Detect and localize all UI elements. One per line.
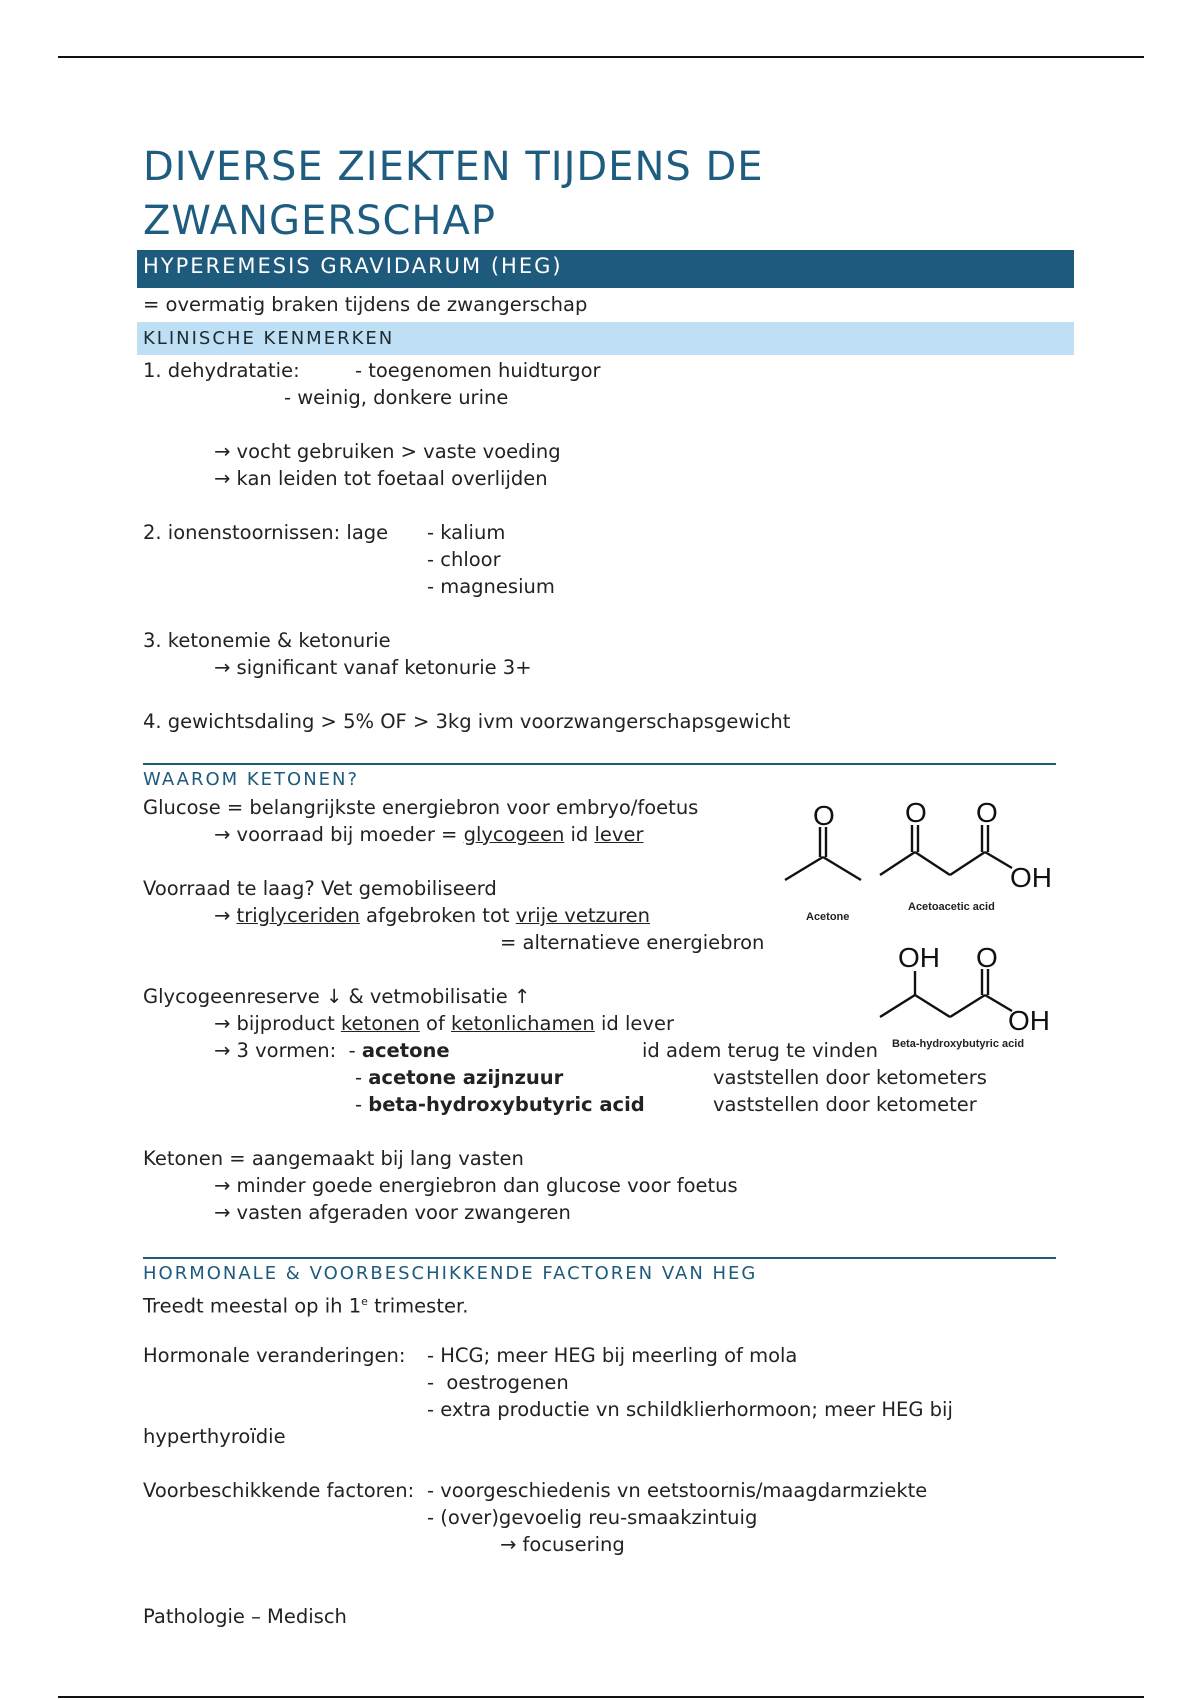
acetoacetic-label: Acetoacetic acid (908, 901, 995, 913)
klinisch-heading: KLINISCHE KENMERKEN (137, 322, 1074, 355)
ketonen-l2-pre: → voorraad bij moeder = (214, 823, 464, 846)
klinisch-item1-a: - toegenomen huidturgor (355, 359, 601, 382)
page-title (143, 140, 1063, 248)
ketonen-l2-lever: lever (594, 823, 644, 846)
hormonaal-l1 (143, 1288, 468, 1320)
ketonen-f2-pre: - (355, 1066, 369, 1089)
klinisch-item2: 2. ionenstoornissen: lage (143, 521, 389, 544)
ketonen-f3-pre: - (355, 1093, 369, 1116)
heg-definition: = overmatig braken tijdens de zwangerschap (143, 293, 588, 316)
klinisch-item1: 1. dehydratatie: (143, 359, 300, 382)
ketonen-form3-note: vaststellen door ketometer (713, 1093, 977, 1116)
acetoacetic-o2: O (976, 797, 998, 828)
bhb-structure (880, 969, 1012, 1017)
klinisch-item2-a: - kalium (427, 521, 506, 544)
ketonen-l8-pre: → 3 vormen: - (214, 1039, 362, 1062)
klinisch-item1-c: → vocht gebruiken > vaste voeding (214, 440, 561, 463)
ketonen-heading: WAAROM KETONEN? (143, 763, 1056, 790)
page-title-line-2: ZWANGERSCHAP (143, 198, 496, 244)
ketonen-form-acetone: acetone (361, 1039, 450, 1062)
bhb-oh2: OH (1008, 1005, 1050, 1036)
acetoacetic-oh: OH (1010, 862, 1052, 893)
ketonen-l7-mid: of (419, 1012, 452, 1035)
klinisch-item3-a: → significant vanaf ketonurie 3+ (214, 656, 532, 679)
hormonaal-h2: - oestrogenen (427, 1371, 569, 1394)
bhb-oh1: OH (898, 942, 940, 973)
ketonen-l2-glycogeen: glycogeen (463, 823, 565, 846)
page-footer: Pathologie – Medisch (143, 1605, 347, 1628)
ketonen-form1 (214, 1037, 450, 1064)
hormonaal-h3: - extra productie vn schildklierhormoon; meer HEG bij (427, 1398, 953, 1421)
top-rule (58, 56, 1144, 58)
voorbeschikkend-v2: - (over)gevoelig reu-smaakzintuig (427, 1506, 758, 1529)
ketonen-l4-mid: afgebroken tot (359, 904, 516, 927)
ketonen-l4-vetzuren: vrije vetzuren (515, 904, 651, 927)
hormonaal-l1-sup: e (361, 1295, 368, 1308)
heg-heading: HYPEREMESIS GRAVIDARUM (HEG) (137, 250, 1074, 288)
voorbeschikkend-v3: → focusering (500, 1533, 625, 1556)
voorbeschikkend-label: Voorbeschikkende factoren: (143, 1479, 415, 1502)
hormonaal-label: Hormonale veranderingen: (143, 1344, 406, 1367)
ketonen-l7 (214, 1010, 674, 1037)
ketonen-l7-ketonlichamen: ketonlichamen (451, 1012, 595, 1035)
ketonen-l10: → minder goede energiebron dan glucose voor foetus (214, 1174, 738, 1197)
ketonen-l11: → vasten afgeraden voor zwangeren (214, 1201, 571, 1224)
ketonen-form2 (355, 1064, 563, 1091)
klinisch-item4: 4. gewichtsdaling > 5% OF > 3kg ivm voorzwangerschapsgewicht (143, 710, 791, 733)
ketonen-l2 (214, 821, 643, 848)
page-content (143, 140, 1063, 355)
acetoacetic-o1: O (905, 797, 927, 828)
ketonen-l7-pre: → bijproduct (214, 1012, 341, 1035)
bhb-label: Beta-hydroxybutyric acid (892, 1038, 1025, 1050)
ketonen-l4 (214, 902, 650, 929)
acetone-structure (785, 827, 861, 880)
ketonen-l5: = alternatieve energiebron (500, 931, 765, 954)
hormonaal-h3-cont: hyperthyroïdie (143, 1425, 286, 1448)
ketonen-l3: Voorraad te laag? Vet gemobiliseerd (143, 877, 497, 900)
ketonen-l7-post: id lever (594, 1012, 674, 1035)
acetoacetic-structure (880, 825, 1012, 875)
ketone-structures-figure (780, 795, 1060, 1055)
klinisch-item1-b: - weinig, donkere urine (284, 386, 509, 409)
ketonen-l6: Glycogeenreserve ↓ & vetmobilisatie ↑ (143, 985, 531, 1008)
ketonen-form2-note: vaststellen door ketometers (713, 1066, 987, 1089)
klinisch-item2-b: - chloor (427, 548, 501, 571)
hormonaal-h1: - HCG; meer HEG bij meerling of mola (427, 1344, 798, 1367)
hormonaal-heading: HORMONALE & VOORBESCHIKKENDE FACTOREN VAN HEG (143, 1257, 1056, 1284)
page-title-line-1: DIVERSE ZIEKTEN TIJDENS DE (143, 144, 764, 190)
klinisch-item2-c: - magnesium (427, 575, 555, 598)
ketonen-l9: Ketonen = aangemaakt bij lang vasten (143, 1147, 524, 1170)
ketonen-l1: Glucose = belangrijkste energiebron voor embryo/foetus (143, 796, 699, 819)
ketonen-form-acetone-azijnzuur: acetone azijnzuur (368, 1066, 564, 1089)
klinisch-item3: 3. ketonemie & ketonurie (143, 629, 391, 652)
ketonen-l4-pre: → (214, 904, 237, 927)
acetone-label: Acetone (806, 911, 850, 923)
klinisch-item1-d: → kan leiden tot foetaal overlijden (214, 467, 548, 490)
hormonaal-l1-pre: Treedt meestal op ih 1 (143, 1294, 362, 1318)
bhb-o: O (976, 942, 998, 973)
voorbeschikkend-v1: - voorgeschiedenis vn eetstoornis/maagdarmziekte (427, 1479, 928, 1502)
ketonen-l7-ketonen: ketonen (340, 1012, 420, 1035)
bottom-rule (58, 1696, 1144, 1698)
acetone-o: O (813, 800, 835, 831)
ketonen-form1-note: id adem terug te vinden (642, 1039, 878, 1062)
ketonen-form-bhb: beta-hydroxybutyric acid (368, 1093, 645, 1116)
ketonen-form3 (355, 1091, 645, 1118)
ketonen-l4-triglyceriden: triglyceriden (236, 904, 360, 927)
hormonaal-l1-post: trimester. (367, 1294, 469, 1318)
ketonen-l2-mid: id (564, 823, 595, 846)
